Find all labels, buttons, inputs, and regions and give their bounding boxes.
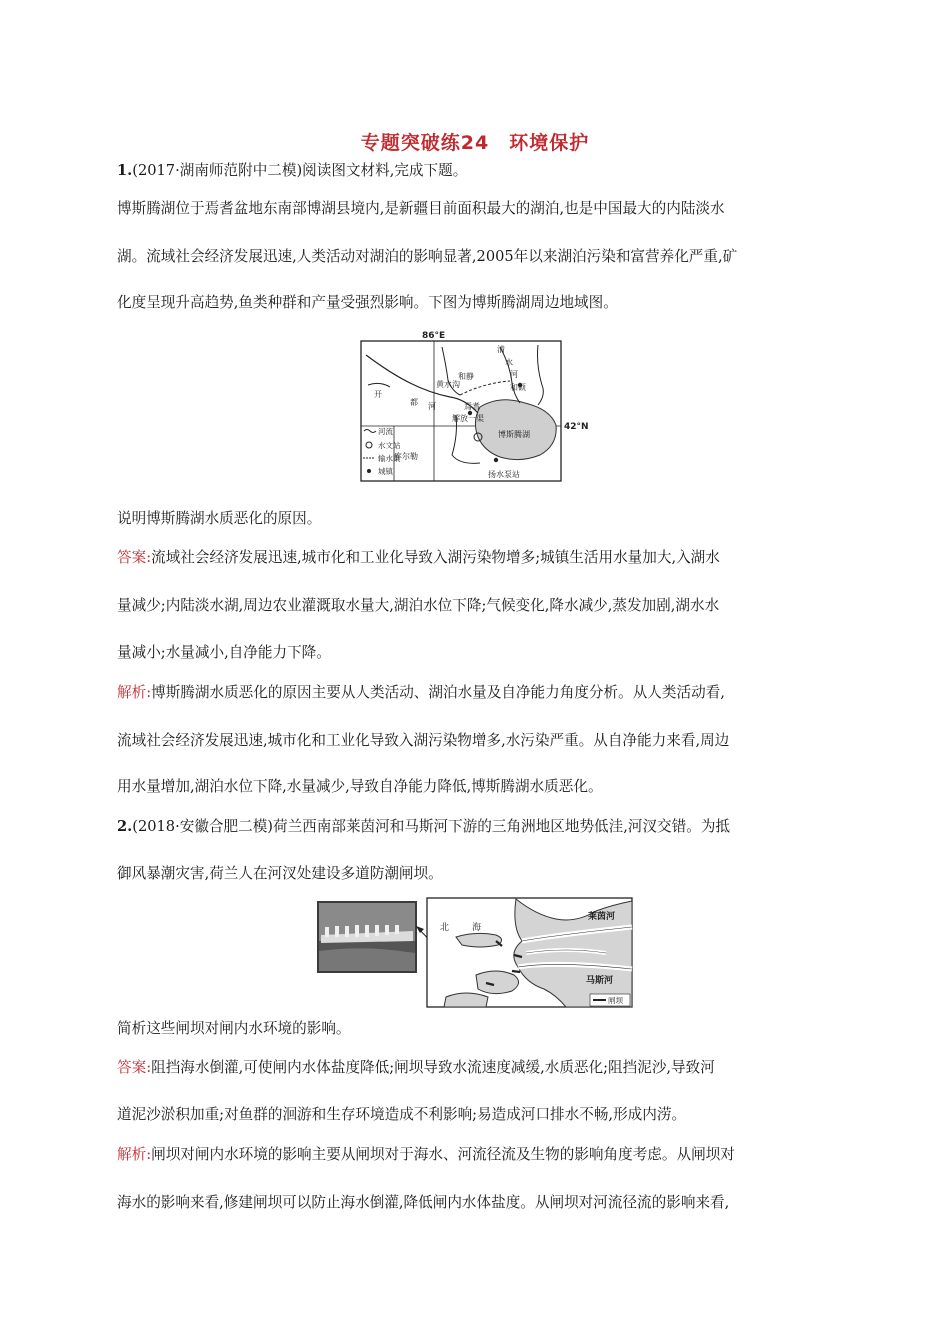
q2-analysis-label: 解析: — [117, 1146, 152, 1163]
q2-source-1: (2018·安徽合肥二模)荷兰西南部莱茵河和马斯河下游的三角洲地区地势低洼,河汊交错。为抵 — [132, 818, 731, 835]
q1-answer-line-1 — [117, 548, 837, 568]
rhine-label: 莱茵河 — [588, 912, 616, 922]
q1-answer-line-3: 量减小;水量减小,自净能力下降。 — [117, 644, 331, 661]
legend-town: 城镇 — [378, 467, 393, 476]
q2-analysis-line-2: 海水的影响来看,修建闸坝可以防止海水倒灌,降低闸内水体盐度。从闸坝对河流径流的影响来看, — [117, 1194, 730, 1211]
bosten-lake-map — [360, 325, 600, 485]
q1-analysis-label: 解析: — [117, 684, 152, 701]
place-label-13: 扬水泵站 — [488, 470, 520, 479]
q2-answer-label: 答案: — [117, 1059, 152, 1076]
place-label-11: 博斯腾湖 — [498, 430, 530, 439]
place-label-4: 和硕 — [510, 383, 526, 392]
place-label-9: 焉耆 — [464, 402, 480, 411]
q2-question: 简析这些闸坝对闸内水环境的影响。 — [117, 1020, 351, 1037]
place-label-1: 清 — [497, 345, 505, 354]
place-label-14: 解放一渠 — [452, 414, 484, 423]
place-label-10: 黄水沟 — [436, 380, 460, 389]
q1-analysis-line-2: 流域社会经济发展迅速,城市化和工业化导致入湖污染物增多,水污染严重。从自净能力来看,周边 — [117, 732, 730, 749]
q1-question: 说明博斯腾湖水质恶化的原因。 — [117, 510, 322, 527]
q2-number: 2. — [117, 818, 133, 835]
q1-analysis-line-1 — [117, 683, 837, 703]
q1-answer-label: 答案: — [117, 549, 152, 566]
sea-label-1: 北 — [440, 923, 450, 933]
delta-map — [426, 897, 634, 1009]
q2-header — [117, 817, 837, 837]
legend-station: 水文站 — [378, 441, 401, 450]
q2-answer-line-1 — [117, 1058, 837, 1078]
q2-answer-line-2: 道泥沙淤积加重;对鱼群的洄游和生存环境造成不利影响;易造成河口排水不畅,形成内涝。 — [117, 1106, 687, 1123]
q2-analysis-line-1 — [117, 1145, 837, 1165]
legend-canal: 输水渠 — [378, 454, 401, 463]
legend-river: 河流 — [378, 427, 393, 436]
place-label-5: 和静 — [458, 372, 474, 381]
dam-photo — [317, 901, 417, 973]
q2-analysis-text-1: 闸坝对闸内水环境的影响主要从闸坝对于海水、河流径流及生物的影响角度考虑。从闸坝对 — [151, 1146, 735, 1163]
sea-label-2: 海 — [472, 923, 482, 933]
q1-analysis-line-3: 用水量增加,湖泊水位下降,水量减少,导致自净能力降低,博斯腾湖水质恶化。 — [117, 778, 603, 795]
place-label-8: 河 — [428, 402, 436, 411]
maas-label: 马斯河 — [586, 976, 614, 986]
q1-analysis-text-1: 博斯腾湖水质恶化的原因主要从人类活动、湖泊水量及自净能力角度分析。从人类活动看, — [151, 684, 725, 701]
place-label-6: 开 — [374, 390, 382, 399]
page-title: 专题突破练24 环境保护 — [360, 132, 590, 154]
lat-label: 42°N — [564, 422, 589, 432]
lon-label: 86°E — [422, 331, 446, 341]
q1-passage-line-3: 化度呈现升高趋势,鱼类种群和产量受强烈影响。下图为博斯腾湖周边地域图。 — [117, 294, 618, 311]
q1-number: 1. — [117, 162, 133, 179]
q2-answer-text-1: 阻挡海水倒灌,可使闸内水体盐度降低;闸坝导致水流速度减缓,水质恶化;阻挡泥沙,导致河 — [151, 1059, 715, 1076]
q1-answer-text-1: 流域社会经济发展迅速,城市化和工业化导致入湖污染物增多;城镇生活用水量加大,入湖水 — [151, 549, 720, 566]
place-label-7: 都 — [410, 398, 418, 407]
q1-source: (2017·湖南师范附中二模)阅读图文材料,完成下题。 — [132, 162, 468, 179]
place-label-2: 水 — [505, 358, 513, 367]
q1-passage-line-2: 湖。流域社会经济发展迅速,人类活动对湖泊的影响显著,2005年以来湖泊污染和富营养化严重,矿 — [117, 248, 738, 265]
q1-header — [117, 161, 837, 181]
q1-passage-line-1: 博斯腾湖位于焉耆盆地东南部博湖县境内,是新疆目前面积最大的湖泊,也是中国最大的内陆淡水 — [117, 200, 725, 217]
q1-answer-line-2: 量减少;内陆淡水湖,周边农业灌溉取水量大,湖泊水位下降;气候变化,降水减少,蒸发加剧,湖水水 — [117, 597, 720, 614]
place-label-3: 河 — [510, 370, 518, 379]
q2-source-line-2: 御风暴潮灾害,荷兰人在河汊处建设多道防潮闸坝。 — [117, 865, 443, 882]
place-label-12: 库尔勒 — [394, 452, 418, 461]
dam-legend: 闸坝 — [608, 996, 623, 1005]
